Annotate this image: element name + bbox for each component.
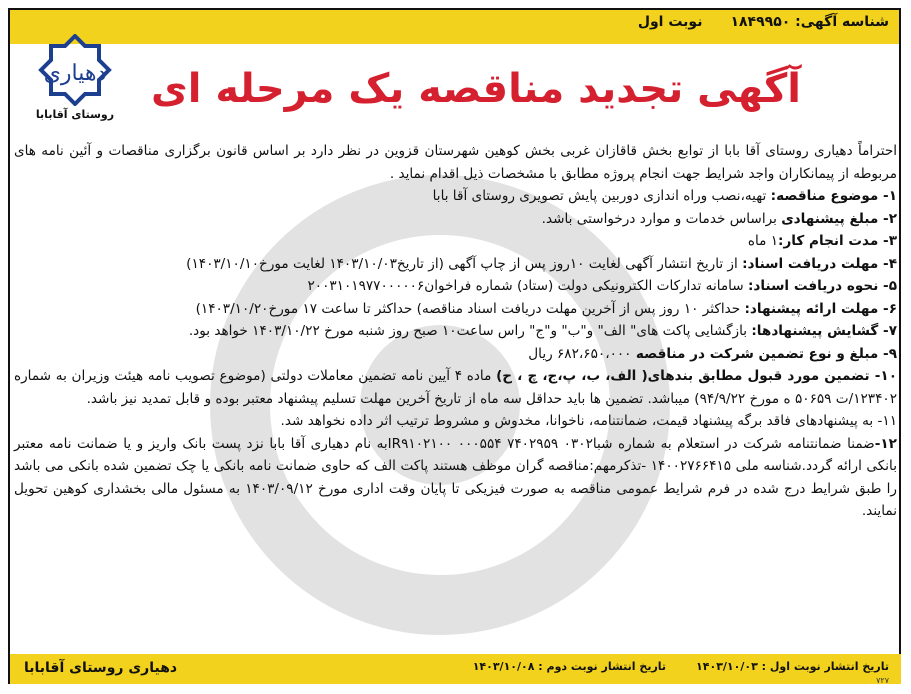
date-first: تاریخ انتشار نوبت اول : ۱۴۰۳/۱۰/۰۳ <box>696 660 889 673</box>
list-item: ۳- مدت انجام کار:۱ ماه <box>747 233 897 249</box>
intro-paragraph: احتراماً دهیاری روستای آقا بابا از توابع بخش قاقازان غربی بخش کوهین شهرستان قزوین در نظر دارد بر اساس قانون برگزاری مناقصات و آئین نامه های مربوطه از پیمانکاران واجد شرایط جهت انجام پروژه مطابق با مشخصات ذیل اقدام نماید . <box>14 143 897 182</box>
page-title: آگهی تجدید مناقصه یک مرحله ای <box>151 66 801 112</box>
logo-emblem-icon <box>35 34 115 106</box>
list-item: ۹- مبلغ و نوع تضمین شرکت در مناقصه ۶۸۲،۶۵۰،۰۰۰ ریال <box>528 345 897 362</box>
ad-body <box>14 140 897 523</box>
list-item: ۱۲-ضمنا ضمانتنامه شرکت در استعلام به شماره شبا۰۳۰۲ ۷۴۰۲۹۵۹ ۰۰۰۵۵۴ IR۹۱۰۲۱۰۰به نام دهیاری آقا بابا نزد پست بانک واریز و یا ضمانت نامه معتبر بانکی ارائه گردد.شناسه ملی ۱۴۰۰۲۷۶۶۴۱۵ -تذکرمهم:مناقصه گران موظف هستند پاکت الف که حاوی ضمانت نامه بانکی یا چک تضمین شده بانکی می باشد را طبق شرایط درج شده در فرم شرایط عمومی مناقصه به صورت فیزیکی تا پایان وقت اداری مورخ ۱۴۰۳/۰۹/۱۲ به مسئول مالی بخشداری کوهین تحویل نمایند. <box>14 435 897 519</box>
list-item: ۲- مبلغ پیشنهادی براساس خدمات و موارد درخواستی باشد. <box>541 210 897 227</box>
list-item: ۵- نحوه دریافت اسناد: سامانه تدارکات الکترونیکی دولت (ستاد) شماره فراخوان۲۰۰۳۱۰۱۹۷۷۰۰۰۰۰۶ <box>307 278 897 294</box>
ad-code: ۷۲۷ <box>876 676 889 685</box>
list-item: ۱۰- تضمین مورد قبول مطابق بندهای( الف، ب، پ،ج، چ ، ح) ماده ۴ آیین نامه تضمین معاملات دولتی (موضوع تصویب نامه هیئت وزیران به شماره ۱۲۳۴۰۲/ت ۵۰۶۵۹ ه مورخ ۹۴/۹/۲۲) میباشد. تضمین ها باید حداقل سه ماه از تاریخ آخرین مهلت تسلیم پیشنهاد معتبر بوده و قابل تمدید نیز باشد. <box>14 368 897 407</box>
list-item: ۱۱- به پیشنهادهای فاقد برگه پیشنهاد قیمت، ضمانتنامه، ناخوانا، مخدوش و مشروط ترتیب اثر داده نخواهد شد. <box>280 413 897 429</box>
date-second: تاریخ انتشار نوبت دوم : ۱۴۰۳/۱۰/۰۸ <box>472 660 667 673</box>
header-line <box>638 14 889 30</box>
list-item: ۴- مهلت دریافت اسناد: از تاریخ انتشار آگهی لغایت ۱۰روز پس از چاپ آگهی (از تاریخ۱۴۰۳/۱۰/۰۳ لغایت مورخ۱۴۰۳/۱۰/۱۰) <box>186 255 897 272</box>
footer-name: دهیاری روستای آقابابا <box>24 660 178 676</box>
publish-dates <box>473 660 889 673</box>
logo <box>30 34 120 138</box>
list-item: ۷- گشایش پیشنهادها: بازگشایی پاکت های" الف" و"ب" و"ج" راس ساعت۱۰ صبح روز شنبه مورخ ۱۴۰۳/۱۰/۲۲ خواهد بود. <box>188 323 897 339</box>
list-item: ۱- موضوع مناقصه: تهیه،نصب وراه اندازی دوربین پایش تصویری روستای آقا بابا <box>432 188 897 204</box>
ad-id: شناسه آگهی: ۱۸۴۹۹۵۰ <box>730 14 889 30</box>
logo-script: دهیاری <box>43 61 107 86</box>
round-label: نوبت اول <box>637 14 703 30</box>
list-item: ۶- مهلت ارائه پیشنهاد: حداکثر ۱۰ روز پس از آخرین مهلت دریافت اسناد مناقصه) حداکثر تا ساعت ۱۷ مورخ۱۴۰۳/۱۰/۲۰) <box>195 300 897 317</box>
logo-name: روستای آقابابا <box>35 108 115 121</box>
